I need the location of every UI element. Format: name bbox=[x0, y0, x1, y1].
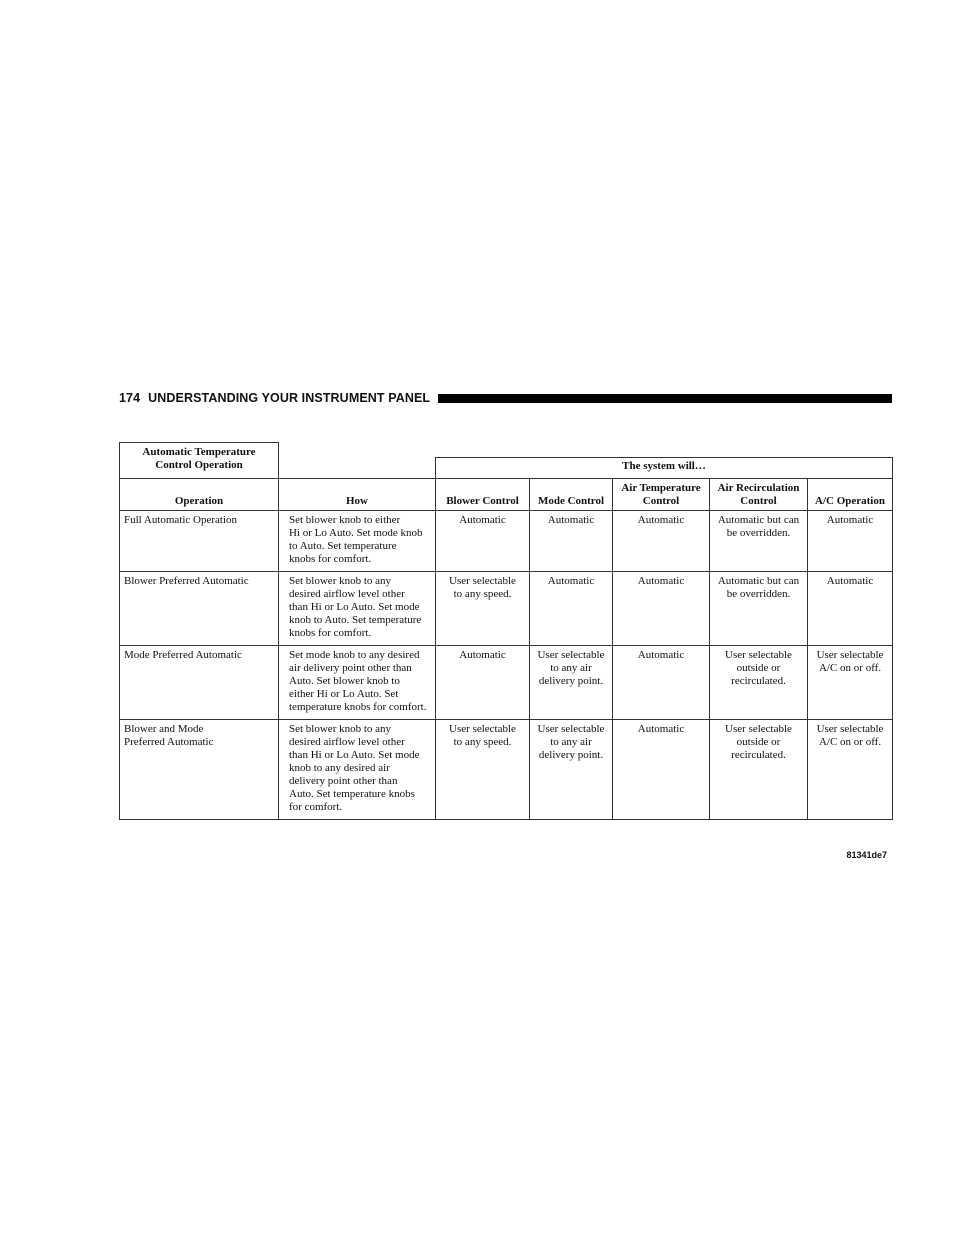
cell-mode bbox=[530, 510, 613, 571]
table-caption-line: Control Operation bbox=[155, 459, 243, 471]
cell-line: Automatic bbox=[826, 574, 874, 587]
climate-control-table bbox=[119, 442, 893, 820]
table-row bbox=[120, 719, 893, 819]
page-number: 174 bbox=[119, 391, 141, 405]
cell-line: A/C on or off. bbox=[818, 735, 882, 748]
cell-line: Automatic bbox=[637, 722, 685, 735]
table-caption-line: Automatic Temperature bbox=[142, 446, 256, 458]
cell-line: Automatic bbox=[637, 574, 685, 587]
cell-line: User selectable bbox=[537, 648, 605, 661]
cell-line: either Hi or Lo Auto. Set bbox=[289, 687, 399, 700]
cell-blower bbox=[436, 645, 530, 719]
cell-line: User selectable bbox=[725, 648, 792, 661]
cell-mode bbox=[530, 645, 613, 719]
cell-line: Set mode knob to any desired bbox=[289, 648, 420, 661]
cell-blower bbox=[436, 719, 530, 819]
cell-line: to Auto. Set temperature bbox=[289, 539, 397, 552]
cell-line: Automatic bbox=[547, 513, 595, 526]
cell-line: for comfort. bbox=[289, 800, 343, 813]
cell-line: Automatic bbox=[547, 574, 595, 587]
table-row bbox=[120, 571, 893, 645]
cell-operation bbox=[120, 571, 279, 645]
page-header bbox=[119, 390, 892, 406]
cell-line: Set blower knob to either bbox=[289, 513, 401, 526]
cell-line: Mode Preferred Automatic bbox=[124, 648, 242, 661]
cell-operation bbox=[120, 510, 279, 571]
cell-line: Blower Preferred Automatic bbox=[124, 574, 249, 587]
figure-id: 81341de7 bbox=[846, 850, 887, 860]
section-title: UNDERSTANDING YOUR INSTRUMENT PANEL bbox=[148, 391, 431, 405]
cell-line: knob to any desired air bbox=[289, 761, 390, 774]
cell-line: Automatic bbox=[637, 513, 685, 526]
cell-operation bbox=[120, 645, 279, 719]
cell-air-temp bbox=[613, 719, 710, 819]
cell-air-temp bbox=[613, 645, 710, 719]
cell-air-temp bbox=[613, 571, 710, 645]
cell-ac bbox=[808, 510, 893, 571]
cell-line: Set blower knob to any bbox=[289, 722, 392, 735]
cell-ac bbox=[808, 645, 893, 719]
cell-line: to any air bbox=[550, 735, 592, 748]
cell-line: desired airflow level other bbox=[289, 587, 405, 600]
cell-line: User selectable bbox=[816, 648, 884, 661]
column-header-line: Control bbox=[642, 494, 680, 507]
header-rule bbox=[438, 394, 892, 403]
cell-mode bbox=[530, 719, 613, 819]
cell-line: delivery point other than bbox=[289, 774, 398, 787]
cell-line: knob to Auto. Set temperature bbox=[289, 613, 422, 626]
cell-line: Automatic bbox=[637, 648, 685, 661]
cell-line: Automatic but can bbox=[717, 574, 800, 587]
cell-line: User selectable bbox=[725, 722, 792, 735]
header-spacer bbox=[279, 457, 436, 478]
cell-line: to any speed. bbox=[453, 735, 512, 748]
cell-line: recirculated. bbox=[731, 748, 786, 761]
cell-line: to any speed. bbox=[453, 587, 512, 600]
cell-air-recirc bbox=[710, 510, 808, 571]
cell-line: User selectable bbox=[537, 722, 605, 735]
cell-line: Automatic bbox=[459, 648, 506, 661]
column-header-line: Air Recirculation bbox=[717, 481, 800, 494]
cell-mode bbox=[530, 571, 613, 645]
cell-how bbox=[279, 571, 436, 645]
table-row bbox=[120, 645, 893, 719]
cell-blower bbox=[436, 510, 530, 571]
cell-line: Auto. Set temperature knobs bbox=[289, 787, 415, 800]
cell-line: User selectable bbox=[449, 722, 516, 735]
table-caption bbox=[120, 443, 279, 479]
column-header-air-temp bbox=[613, 478, 710, 510]
header-spacer bbox=[279, 443, 893, 458]
cell-air-recirc bbox=[710, 719, 808, 819]
column-header-line: Air Temperature bbox=[621, 481, 701, 494]
group-header: The system will… bbox=[436, 457, 893, 478]
cell-ac bbox=[808, 719, 893, 819]
page-header-title bbox=[119, 391, 430, 405]
column-header-how: How bbox=[279, 478, 436, 510]
cell-line: Full Automatic Operation bbox=[124, 513, 238, 526]
cell-line: Set blower knob to any bbox=[289, 574, 392, 587]
cell-line: User selectable bbox=[816, 722, 884, 735]
cell-operation bbox=[120, 719, 279, 819]
cell-line: air delivery point other than bbox=[289, 661, 412, 674]
cell-air-recirc bbox=[710, 645, 808, 719]
cell-line: desired airflow level other bbox=[289, 735, 405, 748]
cell-line: outside or bbox=[736, 735, 781, 748]
cell-line: delivery point. bbox=[538, 674, 604, 687]
climate-control-table-wrapper bbox=[119, 442, 892, 820]
cell-line: Automatic bbox=[826, 513, 874, 526]
cell-how bbox=[279, 510, 436, 571]
cell-line: Hi or Lo Auto. Set mode knob bbox=[289, 526, 423, 539]
cell-line: recirculated. bbox=[731, 674, 786, 687]
cell-how bbox=[279, 645, 436, 719]
cell-line: to any air bbox=[550, 661, 592, 674]
cell-line: than Hi or Lo Auto. Set mode bbox=[289, 600, 420, 613]
table-body bbox=[120, 510, 893, 819]
cell-line: than Hi or Lo Auto. Set mode bbox=[289, 748, 420, 761]
column-header-line: Control bbox=[740, 494, 777, 507]
cell-line: knobs for comfort. bbox=[289, 552, 372, 565]
cell-line: Auto. Set blower knob to bbox=[289, 674, 400, 687]
column-header-ac: A/C Operation bbox=[808, 478, 893, 510]
cell-line: Blower and Mode bbox=[124, 722, 204, 735]
table-row bbox=[120, 510, 893, 571]
cell-blower bbox=[436, 571, 530, 645]
cell-line: temperature knobs for comfort. bbox=[289, 700, 427, 713]
cell-line: be overridden. bbox=[726, 526, 791, 539]
cell-air-recirc bbox=[710, 571, 808, 645]
cell-line: User selectable bbox=[449, 574, 516, 587]
column-header-blower: Blower Control bbox=[436, 478, 530, 510]
cell-line: A/C on or off. bbox=[818, 661, 882, 674]
column-header-operation: Operation bbox=[120, 478, 279, 510]
cell-line: Automatic bbox=[459, 513, 506, 526]
cell-line: Preferred Automatic bbox=[124, 735, 214, 748]
cell-line: knobs for comfort. bbox=[289, 626, 372, 639]
column-header-air-recirc bbox=[710, 478, 808, 510]
cell-air-temp bbox=[613, 510, 710, 571]
cell-line: Automatic but can bbox=[717, 513, 800, 526]
cell-ac bbox=[808, 571, 893, 645]
cell-line: outside or bbox=[736, 661, 781, 674]
cell-how bbox=[279, 719, 436, 819]
column-header-mode: Mode Control bbox=[530, 478, 613, 510]
cell-line: be overridden. bbox=[726, 587, 791, 600]
cell-line: delivery point. bbox=[538, 748, 604, 761]
